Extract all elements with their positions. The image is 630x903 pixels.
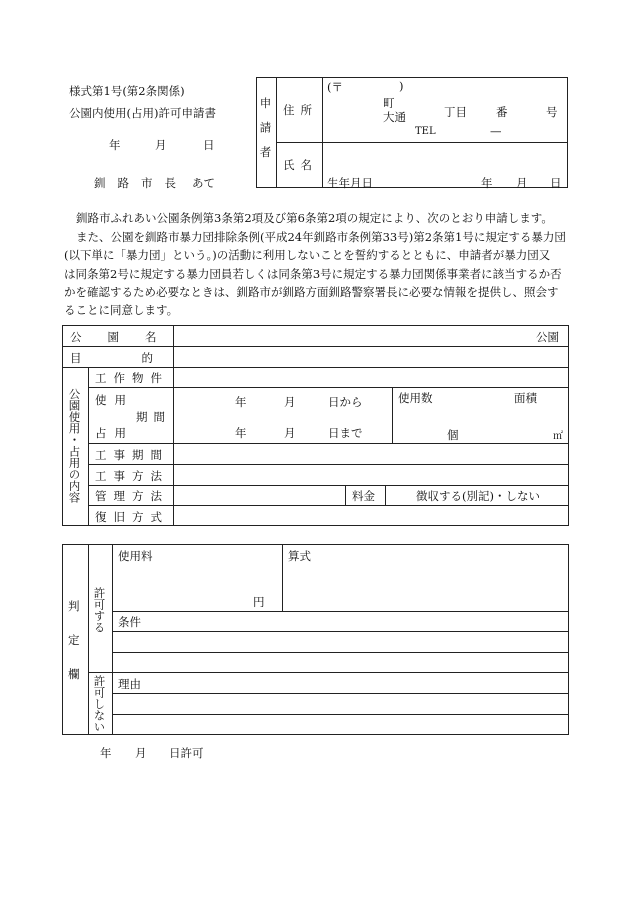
- purpose-label: [70, 350, 153, 366]
- birth-day: 日: [550, 176, 562, 190]
- from-year: 年: [235, 395, 247, 409]
- declaration-paragraph-1: 釧路市ふれあい公園条例第3条第2項及び第6条第2項の規定により、次のとおり申請します。: [76, 211, 553, 225]
- permit-date-month: 月: [135, 746, 147, 760]
- purpose-char: 的: [141, 351, 153, 365]
- name-label: 氏名: [283, 158, 318, 172]
- permit-label: 許可する: [92, 587, 107, 633]
- conditions-label: 条件: [118, 615, 141, 629]
- birth-label: 生年月日: [327, 176, 373, 190]
- declaration-paragraph-2-line-4: かを確認するため必要なときは、釧路市が釧路方面釧路警察署長に必要な情報を提供し、照会す: [64, 285, 559, 299]
- addressee: [94, 175, 215, 191]
- restoration-method-label: 復旧方式: [95, 510, 169, 524]
- purpose-char: 目: [70, 351, 82, 365]
- application-date-month: 月: [155, 138, 167, 152]
- permit-date-year: 年: [100, 746, 112, 760]
- structure-label: 工作物件: [95, 371, 169, 385]
- addressee-char: 市: [141, 176, 153, 190]
- declaration-paragraph-2-line-3: は同条第2号に規定する暴力団員若しくは同条第3号に規定する暴力団関係事業者に該当するか否: [64, 267, 562, 281]
- count-unit: 個: [447, 428, 459, 442]
- declaration-paragraph-2-line-2: (以下単に「暴力団」という。)の活動に利用しないことを誓約するとともに、申請者が暴力団又: [64, 248, 551, 262]
- area-unit: ㎡: [553, 431, 563, 442]
- postal-open: (〒: [327, 80, 343, 94]
- judgment-side-char: 定: [68, 633, 80, 647]
- construction-period-label: 工事期間: [95, 448, 169, 462]
- permit-date-day: 日許可: [169, 746, 204, 760]
- from-day: 日から: [328, 395, 363, 409]
- formula-label: 算式: [288, 549, 311, 563]
- reason-label: 理由: [118, 677, 141, 691]
- declaration-paragraph-2-line-1: また、公園を釧路市暴力団排除条例(平成24年釧路市条例第33号)第2条第1号に規定する暴力団: [76, 230, 566, 244]
- birth-year: 年: [481, 176, 493, 190]
- to-month: 月: [284, 426, 296, 440]
- judgment-side-char: 判: [68, 599, 80, 613]
- application-date-year: 年: [109, 138, 121, 152]
- application-date-day: 日: [203, 138, 215, 152]
- judgment-table: [62, 544, 569, 735]
- park-name-char: 公: [70, 330, 82, 344]
- usage-fee-label: 使用料: [118, 549, 153, 563]
- address-chome: 丁目: [444, 105, 467, 119]
- addressee-char: 釧: [94, 176, 106, 190]
- to-day: 日まで: [328, 426, 363, 440]
- period-label: 期間: [136, 410, 171, 424]
- to-year: 年: [235, 426, 247, 440]
- content-side-label: 公園使用・占用の内容: [67, 388, 82, 503]
- use-label: 使用: [95, 393, 134, 407]
- address-odori: 大通: [383, 110, 406, 124]
- judgment-side-char: 欄: [68, 667, 80, 681]
- address-ban: 番: [496, 105, 508, 119]
- form-title: 公園内使用(占用)許可申請書: [69, 106, 216, 120]
- management-method-label: 管理方法: [95, 489, 169, 503]
- count-label: 使用数: [398, 391, 433, 405]
- applicant-side-label: 申請者: [258, 97, 273, 171]
- park-name-label: [70, 329, 157, 345]
- fee-label: 料金: [352, 489, 375, 503]
- address-go: 号: [546, 105, 558, 119]
- declaration-paragraph-2-line-5: ることに同意します。: [64, 303, 179, 317]
- tel-dash: —: [490, 124, 502, 138]
- address-cho: 町: [383, 96, 395, 110]
- fee-value: 徴収する(別記)・しない: [416, 489, 540, 503]
- occupy-label: 占用: [95, 426, 134, 440]
- addressee-suffix: あて: [192, 176, 215, 190]
- deny-label: 許可しない: [92, 675, 107, 733]
- tel-label: TEL: [415, 126, 436, 137]
- park-suffix: 公園: [536, 330, 559, 344]
- postal-close: ): [399, 79, 404, 93]
- from-month: 月: [284, 395, 296, 409]
- area-label: 面積: [514, 391, 537, 405]
- form-number: 様式第1号(第2条関係): [69, 84, 185, 98]
- park-name-char: 園: [107, 330, 119, 344]
- construction-method-label: 工事方法: [95, 469, 169, 483]
- addressee-char: 長: [164, 176, 176, 190]
- birth-month: 月: [516, 176, 528, 190]
- yen-unit: 円: [253, 595, 265, 609]
- address-label: 住所: [283, 103, 318, 117]
- addressee-char: 路: [117, 176, 129, 190]
- park-name-char: 名: [145, 330, 157, 344]
